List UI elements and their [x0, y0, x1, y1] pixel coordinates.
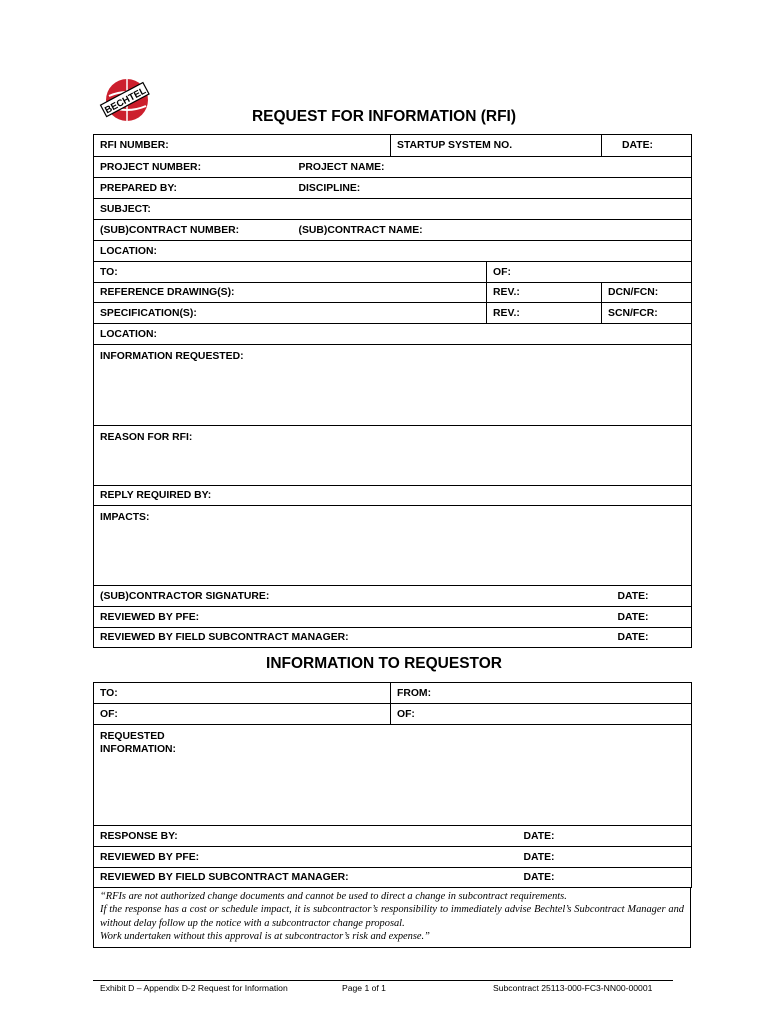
table-row	[94, 506, 692, 586]
table-row	[94, 426, 692, 486]
subcontract-name-field[interactable]: (SUB)CONTRACT NAME:	[293, 220, 692, 241]
table-row	[94, 628, 692, 648]
rfi-form-table	[93, 134, 692, 648]
footer-divider	[93, 980, 673, 981]
section-title: INFORMATION TO REQUESTOR	[266, 655, 502, 672]
reference-drawings-field[interactable]: REFERENCE DRAWING(S):	[94, 283, 487, 303]
scn-fcr-field[interactable]: SCN/FCR:	[602, 303, 692, 324]
table-row	[94, 704, 692, 725]
table-row	[94, 586, 692, 607]
disclaimer-notice	[93, 887, 691, 948]
rfi-number-field[interactable]: RFI NUMBER:	[94, 135, 391, 157]
subject-field[interactable]: SUBJECT:	[94, 199, 692, 220]
table-row	[94, 847, 692, 868]
notice-line: “RFIs are not authorized change documents and cannot be used to direct a change in subcontract requirements.	[100, 891, 567, 902]
rev-drawing-field[interactable]: REV.:	[487, 283, 602, 303]
project-number-field[interactable]: PROJECT NUMBER:	[94, 157, 293, 178]
startup-system-no-field[interactable]: STARTUP SYSTEM NO.	[391, 135, 602, 157]
discipline-field[interactable]: DISCIPLINE:	[293, 178, 692, 199]
table-row	[94, 220, 692, 241]
table-row	[94, 324, 692, 345]
date-field[interactable]: DATE:	[602, 135, 692, 157]
of-left-field[interactable]: OF:	[94, 704, 391, 725]
subcontract-number-field[interactable]: (SUB)CONTRACT NUMBER:	[94, 220, 293, 241]
footer-page-number: Page 1 of 1	[342, 983, 386, 993]
table-row	[94, 683, 692, 704]
reviewed-by-pfe-field[interactable]: REVIEWED BY PFE:	[94, 607, 602, 628]
to-field[interactable]: TO:	[94, 262, 487, 283]
pfe-date-field[interactable]: DATE:	[516, 847, 692, 868]
requested-label: REQUESTED	[100, 731, 165, 742]
table-row	[94, 868, 692, 888]
response-date-field[interactable]: DATE:	[516, 826, 692, 847]
table-row	[94, 303, 692, 324]
from-field[interactable]: FROM:	[391, 683, 692, 704]
table-row	[94, 283, 692, 303]
logo-wordmark: BECHTEL	[103, 85, 148, 117]
pfe-date-field[interactable]: DATE:	[602, 607, 692, 628]
table-row	[94, 135, 692, 157]
impacts-field[interactable]: IMPACTS:	[94, 506, 692, 586]
reviewed-by-pfe-field[interactable]: REVIEWED BY PFE:	[94, 847, 516, 868]
response-by-field[interactable]: RESPONSE BY:	[94, 826, 516, 847]
location-2-field[interactable]: LOCATION:	[94, 324, 692, 345]
project-name-field[interactable]: PROJECT NAME:	[293, 157, 692, 178]
footer-subcontract: Subcontract 25113-000-FC3-NN00-00001	[493, 983, 653, 993]
prepared-by-field[interactable]: PREPARED BY:	[94, 178, 293, 199]
footer-exhibit: Exhibit D – Appendix D-2 Request for Information	[100, 983, 288, 993]
table-row	[94, 725, 692, 826]
location-field[interactable]: LOCATION:	[94, 241, 692, 262]
dcn-fcn-field[interactable]: DCN/FCN:	[602, 283, 692, 303]
table-row	[94, 826, 692, 847]
form-title: REQUEST FOR INFORMATION (RFI)	[251, 108, 517, 125]
table-row	[94, 486, 692, 506]
to-field[interactable]: TO:	[94, 683, 391, 704]
signature-date-field[interactable]: DATE:	[602, 586, 692, 607]
fsm-date-field[interactable]: DATE:	[602, 628, 692, 648]
requestor-form-table	[93, 682, 692, 888]
requested-information-field[interactable]	[94, 725, 692, 826]
table-row	[94, 607, 692, 628]
fsm-date-field[interactable]: DATE:	[516, 868, 692, 888]
table-row	[94, 262, 692, 283]
of-right-field[interactable]: OF:	[391, 704, 692, 725]
subcontractor-signature-field[interactable]: (SUB)CONTRACTOR SIGNATURE:	[94, 586, 602, 607]
of-field[interactable]: OF:	[487, 262, 692, 283]
reviewed-by-fsm-field[interactable]: REVIEWED BY FIELD SUBCONTRACT MANAGER:	[94, 868, 516, 888]
notice-line: Work undertaken without this approval is at subcontractor’s risk and expense.”	[100, 931, 430, 943]
specifications-field[interactable]: SPECIFICATION(S):	[94, 303, 487, 324]
table-row	[94, 199, 692, 220]
information-label: INFORMATION:	[100, 744, 176, 755]
table-row	[94, 157, 692, 178]
reason-for-rfi-field[interactable]: REASON FOR RFI:	[94, 426, 692, 486]
notice-line: If the response has a cost or schedule impact, it is subcontractor’s responsibility to immediately advise Bechtel’s Subcontract Manager and without delay follow up the notice with a subcontractor change proposal.	[100, 904, 684, 929]
table-row	[94, 345, 692, 426]
table-row	[94, 178, 692, 199]
rev-spec-field[interactable]: REV.:	[487, 303, 602, 324]
reply-required-by-field[interactable]: REPLY REQUIRED BY:	[94, 486, 692, 506]
information-requested-field[interactable]: INFORMATION REQUESTED:	[94, 345, 692, 426]
reviewed-by-fsm-field[interactable]: REVIEWED BY FIELD SUBCONTRACT MANAGER:	[94, 628, 602, 648]
table-row	[94, 241, 692, 262]
